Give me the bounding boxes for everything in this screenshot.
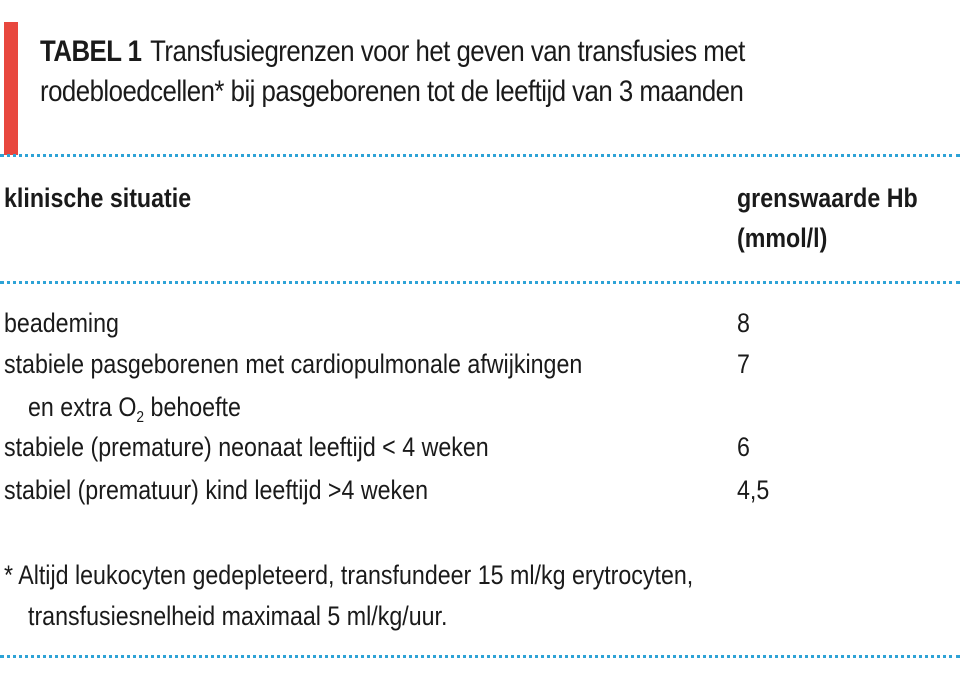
row-2-value: 7	[737, 349, 750, 379]
table-title	[40, 32, 823, 112]
table-label: TABEL 1	[40, 35, 142, 68]
row-3-situation: stabiele (premature) neonaat leeftijd < 4 weken	[4, 432, 489, 462]
header-threshold-line-2: (mmol/l)	[737, 223, 828, 253]
divider-top	[0, 154, 960, 157]
row-3-value: 6	[737, 432, 750, 462]
row-1-situation: beademing	[4, 308, 119, 338]
divider-header	[0, 281, 960, 284]
row-2-cont-subscript: 2	[136, 409, 145, 426]
row-2-cont-text: en extra O	[28, 392, 137, 422]
footnote-line-1: * Altijd leukocyten gedepleteerd, transfundeer 15 ml/kg erytrocyten,	[4, 560, 694, 590]
header-situation: klinische situatie	[4, 183, 192, 213]
accent-bar	[4, 22, 18, 155]
row-2-situation-continued	[28, 387, 241, 427]
footnote-line-2: transfusiesnelheid maximaal 5 ml/kg/uur.	[28, 601, 448, 631]
row-4-situation: stabiel (prematuur) kind leeftijd >4 weken	[4, 475, 428, 505]
row-2-situation: stabiele pasgeborenen met cardiopulmonale afwijkingen	[4, 349, 583, 379]
header-threshold-line-1: grenswaarde Hb	[737, 183, 918, 213]
row-2-cont-text-end: behoefte	[144, 392, 241, 422]
row-1-value: 8	[737, 308, 750, 338]
divider-bottom	[0, 655, 960, 658]
row-4-value: 4,5	[737, 475, 770, 505]
header-threshold	[737, 178, 918, 258]
title-line-2: rodebloedcellen* bij pasgeborenen tot de leeftijd van 3 maanden	[40, 75, 744, 108]
title-line-1: Transfusiegrenzen voor het geven van transfusies met	[150, 35, 745, 68]
